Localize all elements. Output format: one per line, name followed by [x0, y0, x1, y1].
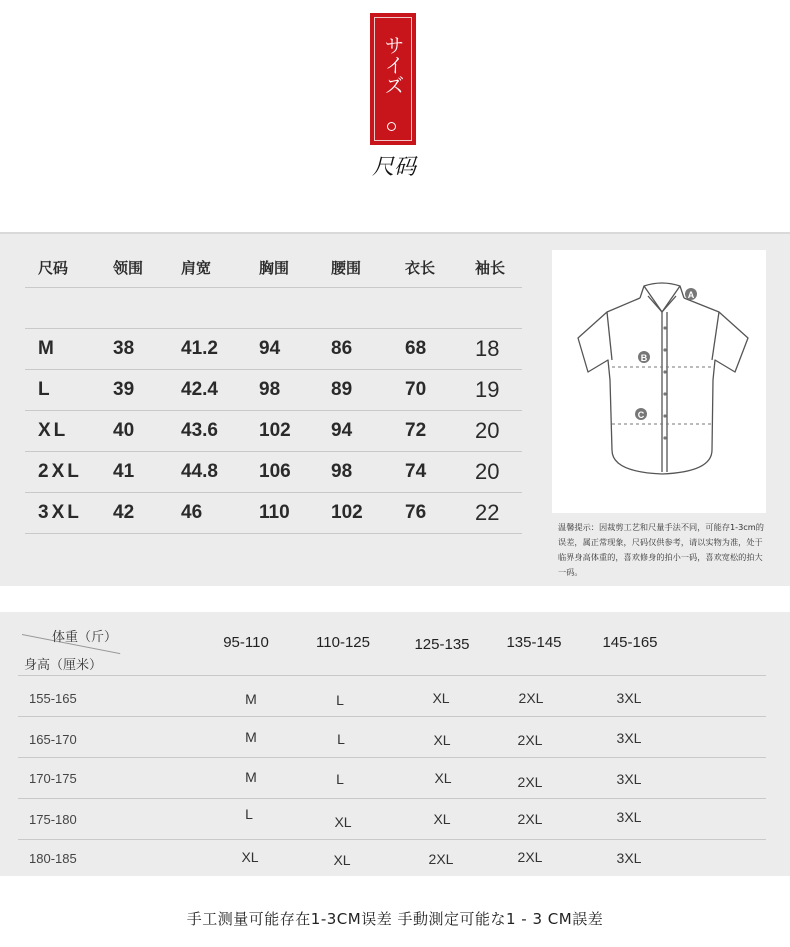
size-value: 2XL: [517, 774, 543, 790]
length-cell: 70: [405, 379, 427, 400]
header-size: 尺码: [38, 259, 69, 277]
sleeve-cell: 19: [475, 377, 500, 402]
size-badge: [370, 13, 416, 145]
table-row: [18, 840, 766, 876]
size-cell: 2XL: [38, 461, 82, 482]
waist-cell: 94: [331, 420, 353, 441]
table-row: [18, 676, 766, 717]
recommendation-header: [18, 612, 766, 676]
sleeve-cell: 18: [475, 336, 500, 361]
page-title: 尺码: [371, 155, 416, 180]
chest-cell: 106: [259, 461, 291, 482]
waist-cell: 86: [331, 338, 353, 359]
size-value: L: [336, 771, 344, 787]
corner-height-label: 身高（厘米）: [24, 658, 103, 673]
collar-cell: 38: [113, 338, 135, 359]
shoulder-cell: 42.4: [181, 379, 218, 400]
size-value: 3XL: [616, 730, 642, 746]
table-row: [25, 452, 522, 493]
badge-text: サイズ: [381, 35, 405, 95]
header-chest: 胸围: [259, 259, 290, 277]
collar-cell: 39: [113, 379, 135, 400]
shoulder-cell: 46: [181, 502, 203, 523]
size-cell: M: [38, 338, 54, 359]
weight-col-3: 125-135: [414, 636, 470, 653]
waist-cell: 98: [331, 461, 353, 482]
length-cell: 76: [405, 502, 427, 523]
buttons: [663, 326, 666, 439]
sleeve-cell: 22: [475, 500, 500, 525]
collar-cell: 41: [113, 461, 135, 482]
size-cell: 3XL: [38, 502, 82, 523]
size-chart-section: [0, 232, 790, 586]
size-value: 3XL: [616, 809, 642, 825]
marker-a: [685, 288, 697, 300]
size-value: XL: [334, 814, 352, 830]
size-value: XL: [432, 690, 450, 706]
size-value: 2XL: [428, 851, 454, 867]
header-length: 衣长: [405, 259, 436, 277]
marker-b: [638, 351, 650, 363]
header-shoulder: 肩宽: [181, 259, 212, 277]
size-value: XL: [241, 849, 259, 865]
size-value: XL: [333, 852, 351, 868]
marker-c-label: C: [637, 410, 645, 420]
table-row: [18, 799, 766, 840]
size-value: M: [245, 729, 257, 745]
sleeve-cell: 20: [475, 418, 500, 443]
size-value: L: [337, 731, 345, 747]
shoulder-cell: 41.2: [181, 338, 218, 359]
table-row: [18, 717, 766, 758]
sleeve-cell: 20: [475, 459, 500, 484]
size-value: 2XL: [518, 690, 544, 706]
shirt-diagram: [552, 250, 766, 513]
size-cell: XL: [38, 420, 69, 441]
table-row: [25, 329, 522, 370]
size-value: M: [245, 691, 257, 707]
marker-c: [635, 408, 647, 420]
size-note: 温馨提示：因裁剪工艺和尺量手法不同，可能存1-3cm的误差，属正常现象，尺码仅供参考，请以实物为准，处于临界身高体重的，喜欢修身的拍小一码，喜欢宽松的拍大一码。: [558, 522, 764, 577]
size-table: [25, 248, 522, 534]
weight-col-5: 145-165: [602, 634, 658, 651]
size-value: 2XL: [517, 811, 543, 827]
table-row: [25, 411, 522, 452]
marker-b-label: B: [640, 353, 648, 363]
size-value: L: [245, 806, 253, 822]
height-label: 180-185: [29, 851, 77, 866]
height-label: 170-175: [29, 771, 77, 786]
size-table-spacer: [25, 288, 522, 329]
height-label: 165-170: [29, 732, 77, 747]
size-value: 3XL: [616, 690, 642, 706]
weight-col-2: 110-125: [316, 634, 370, 651]
chest-cell: 102: [259, 420, 291, 441]
table-row: [25, 370, 522, 411]
size-value: L: [336, 692, 344, 708]
shirt-illustration: [552, 250, 766, 513]
table-row: [18, 758, 766, 799]
chest-cell: 98: [259, 379, 281, 400]
size-value: 2XL: [517, 732, 543, 748]
collar-cell: 40: [113, 420, 135, 441]
weight-col-4: 135-145: [506, 634, 562, 651]
height-label: 175-180: [29, 812, 77, 827]
badge-circle-mark: [387, 122, 396, 131]
recommendation-section: [0, 612, 790, 876]
height-label: 155-165: [29, 691, 77, 706]
measurement-disclaimer: 手工测量可能存在1-3CM误差 手動測定可能な1 - 3 CM誤差: [186, 910, 604, 928]
waist-cell: 102: [331, 502, 363, 523]
length-cell: 74: [405, 461, 427, 482]
waist-cell: 89: [331, 379, 353, 400]
size-value: XL: [433, 811, 451, 827]
shoulder-cell: 44.8: [181, 461, 218, 482]
length-cell: 68: [405, 338, 427, 359]
weight-col-1: 95-110: [223, 634, 269, 651]
size-value: 3XL: [616, 850, 642, 866]
size-value: 2XL: [517, 849, 543, 865]
size-value: 3XL: [616, 771, 642, 787]
marker-a-label: A: [687, 290, 695, 300]
collar-cell: 42: [113, 502, 135, 523]
size-cell: L: [38, 379, 50, 400]
table-row: [25, 493, 522, 534]
chest-cell: 110: [259, 502, 290, 523]
length-cell: 72: [405, 420, 427, 441]
header-collar: 领围: [113, 259, 144, 277]
size-table-header: [25, 248, 522, 288]
size-value: M: [245, 769, 257, 785]
header-sleeve: 袖长: [475, 259, 506, 277]
shoulder-cell: 43.6: [181, 420, 218, 441]
size-value: XL: [433, 732, 451, 748]
header-waist: 腰围: [331, 259, 362, 277]
size-value: XL: [434, 770, 452, 786]
chest-cell: 94: [259, 338, 281, 359]
corner-weight-label: 体重（斤）: [52, 630, 118, 645]
